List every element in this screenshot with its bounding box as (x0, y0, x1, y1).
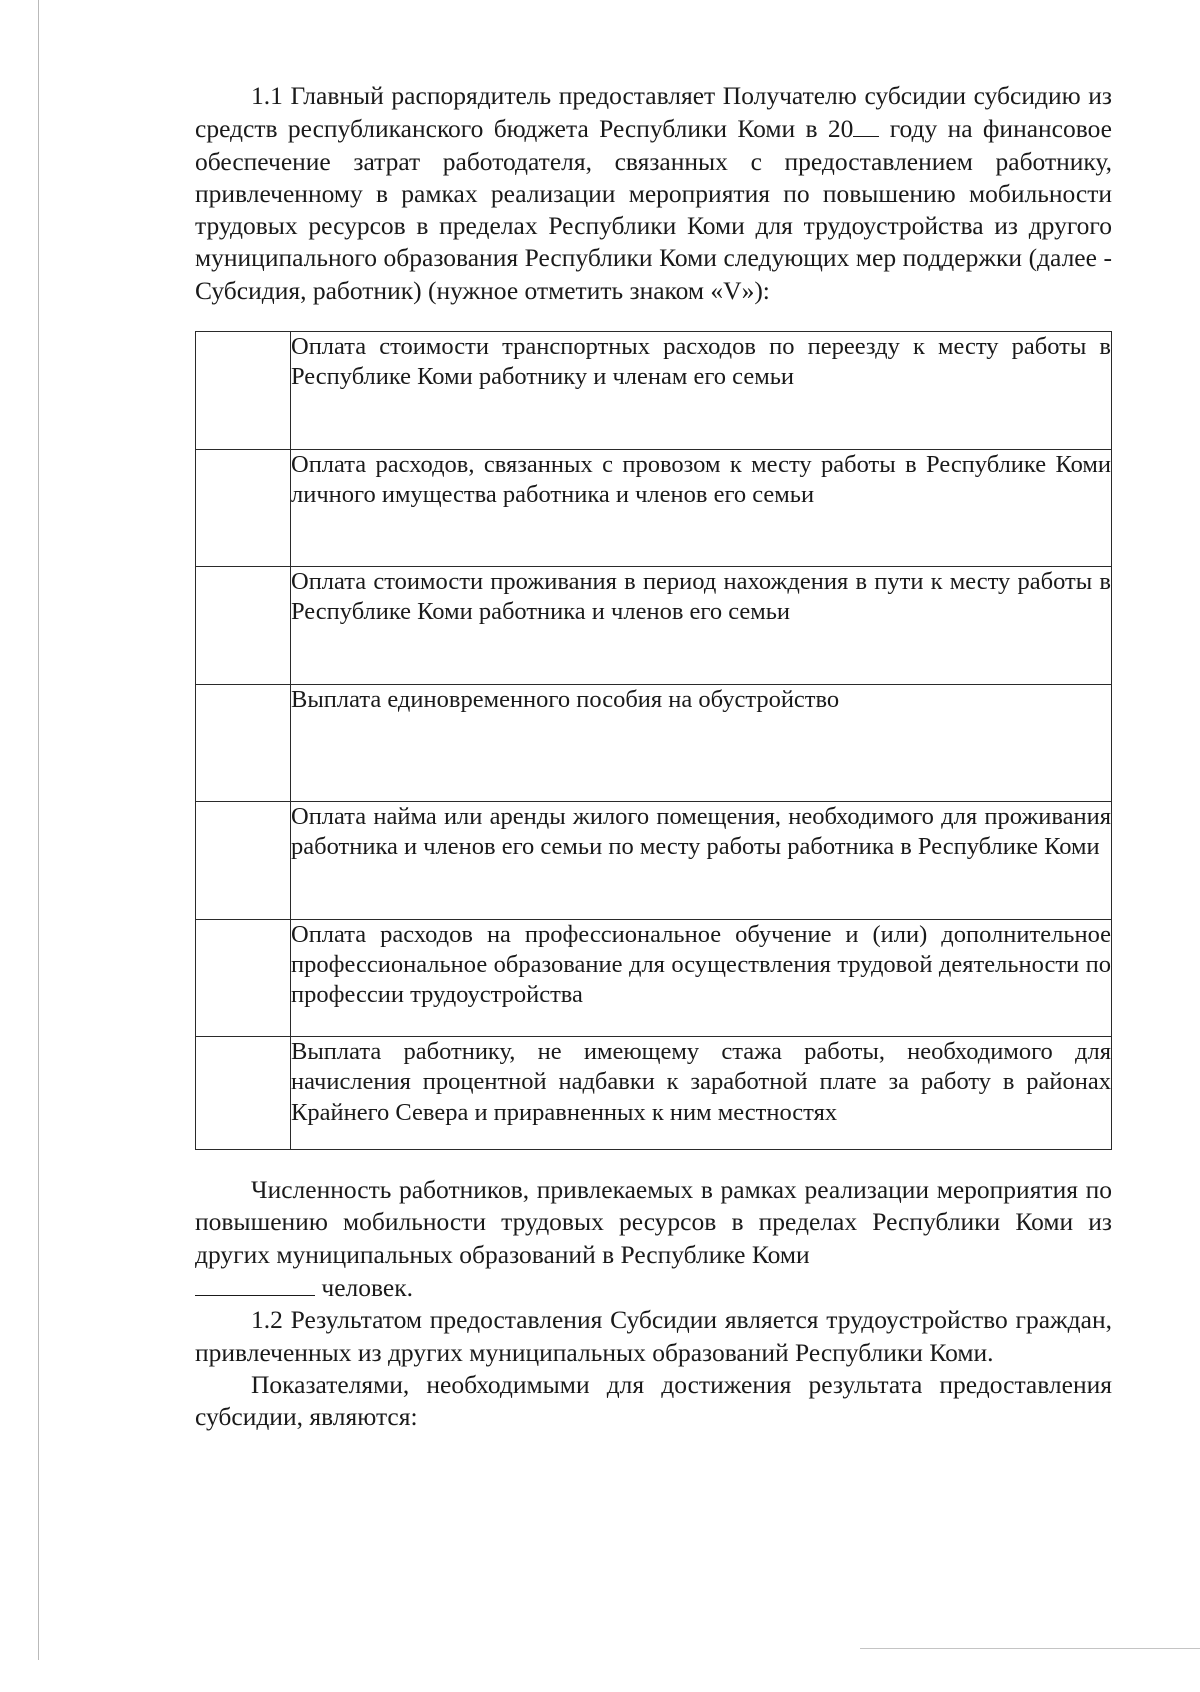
measure-text: Оплата найма или аренды жилого помещения, необходимого для проживания работника и членов его семьи по месту работы работника в Республике Коми (291, 802, 1112, 920)
table-row (196, 567, 1112, 685)
table-row (196, 449, 1112, 567)
document-page (195, 80, 1112, 1433)
measure-text: Выплата работнику, не имеющему стажа работы, необходимого для начисления процентной надбавки к заработной плате за работу в районах Крайнего Севера и приравненных к ним местностях (291, 1037, 1112, 1150)
measure-checkbox-cell[interactable] (196, 567, 291, 685)
measure-checkbox-cell[interactable] (196, 1037, 291, 1150)
measure-checkbox-cell[interactable] (196, 802, 291, 920)
paragraph-1-1-continuation: году на финансовое обеспечение затрат работодателя, связанных с предоставлением работнику, привлеченному в рамках реализации мероприятия по повышению мобильности трудовых ресурсов в пределах Республики Коми для трудоустройства из другого муниципального образования Республики Коми следующих мер поддержки (далее - Субсидия, работник) (нужное отметить знаком «V»): (195, 114, 1112, 305)
table-row (196, 802, 1112, 920)
year-blank-field[interactable] (853, 112, 879, 137)
measure-checkbox-cell[interactable] (196, 332, 291, 450)
measure-text: Оплата расходов, связанных с провозом к месту работы в Республике Коми личного имущества работника и членов его семьи (291, 449, 1112, 567)
measure-checkbox-cell[interactable] (196, 919, 291, 1037)
support-measures-table (195, 331, 1112, 1150)
measure-text: Оплата стоимости транспортных расходов по переезду к месту работы в Республике Коми работнику и членам его семьи (291, 332, 1112, 450)
paragraph-1-1 (195, 80, 1112, 307)
headcount-text: Численность работников, привлекаемых в рамках реализации мероприятия по повышению мобильности трудовых ресурсов в пределах Республики Коми из других муниципальных образований в Республике Коми (195, 1175, 1112, 1269)
scan-edge-line (38, 0, 39, 1660)
paragraph-1-1-text: 1.1 Главный распорядитель предоставляет Получателю субсидии субсидию из средств республиканского бюджета Республики Коми в 20 (195, 81, 1112, 144)
paragraph-1-2: 1.2 Результатом предоставления Субсидии является трудоустройство граждан, привлеченных из других муниципальных образований Республики Коми. (195, 1305, 1112, 1367)
headcount-blank-field[interactable] (195, 1271, 315, 1296)
table-row (196, 332, 1112, 450)
measure-text: Оплата расходов на профессиональное обучение и (или) дополнительное профессиональное образование для осуществления трудовой деятельности по профессии трудоустройства (291, 919, 1112, 1037)
scan-edge-line (860, 1648, 1200, 1649)
measure-checkbox-cell[interactable] (196, 449, 291, 567)
measure-text: Выплата единовременного пособия на обустройство (291, 684, 1112, 802)
table-row (196, 919, 1112, 1037)
headcount-unit: человек. (321, 1272, 413, 1302)
indicators-intro: Показателями, необходимыми для достижения результата предоставления субсидии, являются: (195, 1369, 1112, 1432)
headcount-line (195, 1271, 1112, 1304)
measure-text: Оплата стоимости проживания в период нахождения в пути к месту работы в Республике Коми работника и членов его семьи (291, 567, 1112, 685)
measure-checkbox-cell[interactable] (196, 684, 291, 802)
table-row (196, 1037, 1112, 1150)
headcount-paragraph (195, 1174, 1112, 1271)
table-row (196, 684, 1112, 802)
